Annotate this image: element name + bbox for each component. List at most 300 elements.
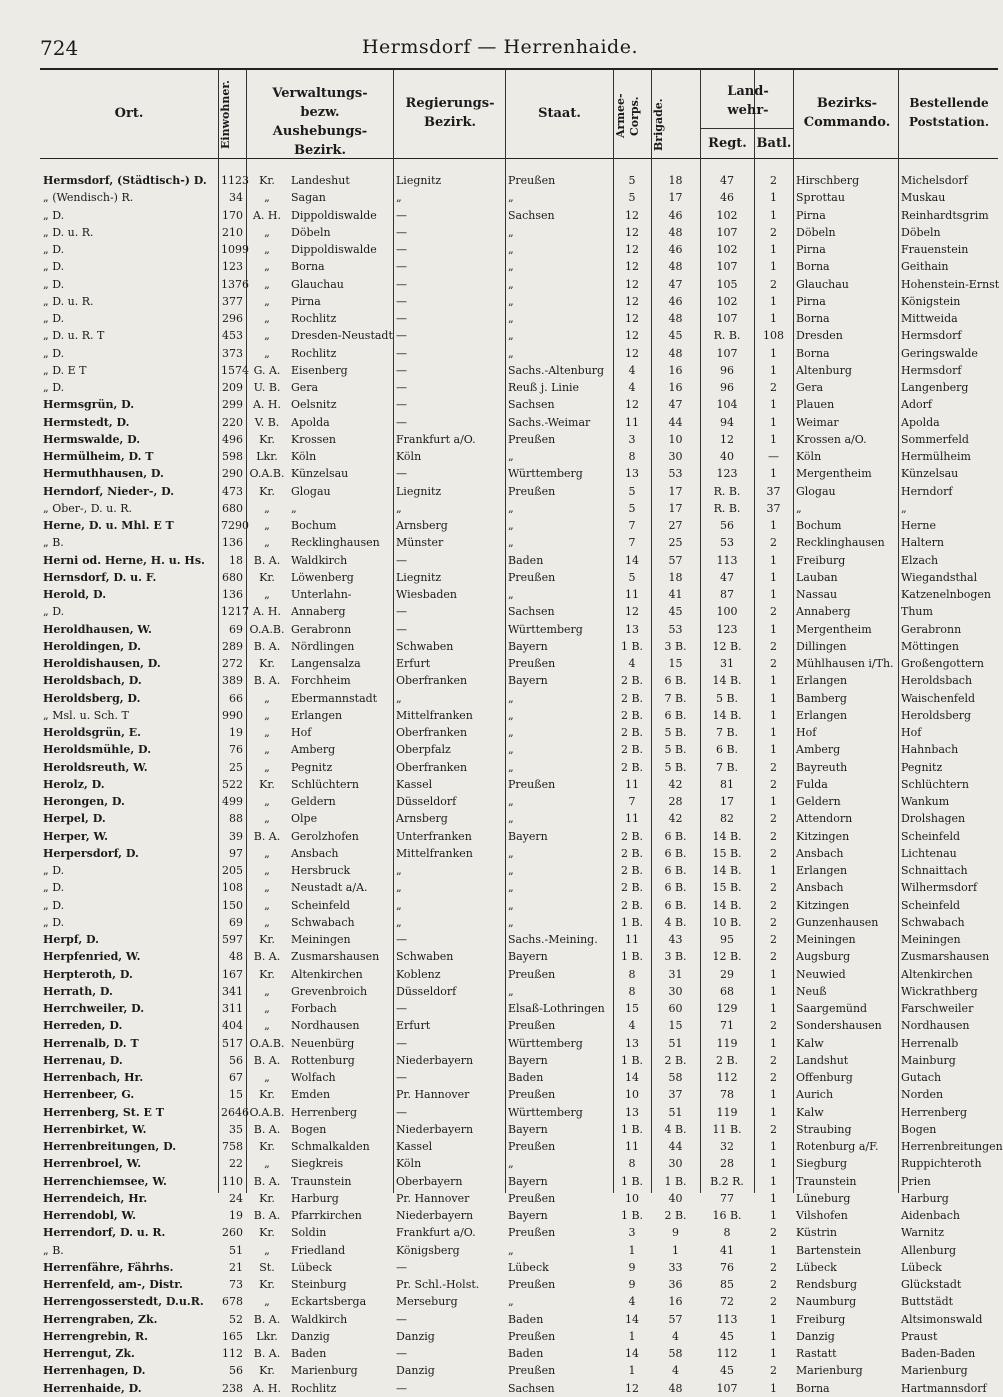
cell-poststation: Schnaittach (901, 864, 968, 878)
cell-bezirks-commando: Nassau (796, 588, 838, 602)
cell-verwaltung-kind: Lkr. (256, 1329, 278, 1343)
cell-regierung: Niederbayern (396, 1053, 474, 1067)
table-row (40, 690, 998, 707)
landwehr-subrule (700, 128, 793, 129)
cell-brigade: 28 (668, 795, 683, 809)
table-row (40, 948, 998, 965)
table-row (40, 603, 998, 620)
cell-regierung: — (396, 294, 407, 308)
cell-regierung: — (396, 398, 407, 412)
cell-armee-corps: 12 (625, 277, 639, 291)
cell-batl: 1 (770, 1157, 777, 1171)
cell-ort: Herrenau, D. (43, 1053, 123, 1067)
cell-brigade: 48 (668, 312, 683, 326)
cell-poststation: Norden (901, 1088, 944, 1102)
cell-bezirks-commando: Pirna (796, 294, 826, 308)
cell-batl: 1 (770, 1036, 777, 1050)
cell-regt: 102 (716, 294, 738, 308)
cell-einwohner: 990 (222, 708, 243, 722)
cell-verwaltung-kind: „ (264, 312, 270, 326)
cell-ort: Herrenchiemsee, W. (43, 1174, 167, 1188)
cell-poststation: Nordhausen (901, 1019, 970, 1033)
cell-verwaltung-bezirk: Krossen (291, 432, 336, 446)
cell-regt: 8 (723, 1226, 731, 1240)
cell-bezirks-commando: Döbeln (796, 225, 836, 239)
cell-regt: 28 (720, 1157, 734, 1171)
table-row (40, 1345, 998, 1362)
table-row (40, 1207, 998, 1224)
cell-staat: „ (508, 984, 514, 998)
cell-bezirks-commando: Landshut (796, 1053, 849, 1067)
cell-einwohner: 34 (229, 191, 243, 205)
cell-ort: Herrendobl, W. (43, 1209, 137, 1223)
cell-staat: „ (508, 1243, 514, 1257)
cell-regt: 85 (720, 1278, 734, 1292)
cell-ort: Heroldsberg, D. (43, 691, 141, 705)
cell-regt: 71 (720, 1019, 734, 1033)
cell-regt: 14 B. (712, 864, 742, 878)
cell-regierung: Niederbayern (396, 1122, 474, 1136)
cell-armee-corps: 11 (625, 588, 639, 602)
cell-verwaltung-bezirk: Apolda (291, 415, 330, 429)
cell-einwohner: 35 (229, 1122, 243, 1136)
cell-staat: Bayern (508, 1174, 548, 1188)
cell-brigade: 58 (668, 1347, 683, 1361)
cell-batl: 2 (770, 1122, 777, 1136)
cell-staat: „ (508, 225, 514, 239)
cell-ort: Herrenalb, D. T (43, 1036, 139, 1050)
cell-einwohner: 377 (222, 294, 243, 308)
cell-staat: „ (508, 915, 514, 929)
cell-verwaltung-kind: St. (259, 1260, 275, 1274)
cell-staat: Lübeck (508, 1260, 549, 1274)
cell-regt: 95 (720, 933, 734, 947)
cell-regt: 68 (720, 984, 734, 998)
cell-poststation: Altsimonswald (901, 1312, 983, 1326)
cell-einwohner: 680 (222, 501, 243, 515)
table-row (40, 1259, 998, 1276)
cell-regierung: Schwaben (396, 950, 454, 964)
cell-armee-corps: 15 (625, 1002, 639, 1016)
cell-batl: 1 (770, 191, 777, 205)
cell-bezirks-commando: Ansbach (796, 846, 844, 860)
cell-verwaltung-bezirk: Waldkirch (291, 1312, 348, 1326)
table-row (40, 1242, 998, 1259)
table-row (40, 1276, 998, 1293)
cell-staat: Preußen (508, 1140, 556, 1154)
cell-verwaltung-kind: B. A. (253, 1347, 281, 1361)
cell-poststation: Herrenbreitungen (901, 1140, 1003, 1154)
cell-staat: Baden (508, 1071, 544, 1085)
cell-staat: „ (508, 1295, 514, 1309)
table-row (40, 276, 998, 293)
cell-verwaltung-bezirk: Löwenberg (291, 570, 354, 584)
cell-brigade: 16 (668, 381, 683, 395)
cell-brigade: 48 (668, 1381, 683, 1395)
cell-bezirks-commando: Fulda (796, 777, 828, 791)
cell-brigade: 16 (668, 1295, 683, 1309)
cell-armee-corps: 1 B. (620, 950, 644, 964)
cell-regierung: — (396, 346, 407, 360)
cell-ort: „ B. (43, 536, 64, 550)
cell-staat: „ (508, 795, 514, 809)
cell-batl: 1 (770, 984, 777, 998)
cell-batl: 1 (770, 312, 777, 326)
cell-poststation: Möttingen (901, 639, 959, 653)
top-rule (40, 68, 998, 70)
cell-brigade: 37 (668, 1088, 683, 1102)
cell-einwohner: 522 (222, 777, 243, 791)
cell-staat: „ (508, 708, 514, 722)
cell-brigade: 25 (668, 536, 683, 550)
cell-verwaltung-kind: „ (264, 260, 270, 274)
cell-staat: „ (508, 519, 514, 533)
cell-einwohner: 296 (222, 312, 243, 326)
cell-verwaltung-bezirk: Gera (291, 381, 319, 395)
cell-staat: Baden (508, 553, 544, 567)
cell-regt: 81 (720, 777, 734, 791)
cell-bezirks-commando: Borna (796, 312, 830, 326)
cell-verwaltung-bezirk: Dippoldiswalde (291, 208, 377, 222)
cell-bezirks-commando: Erlangen (796, 674, 848, 688)
cell-poststation: Praust (901, 1329, 938, 1343)
cell-brigade: 4 (672, 1364, 679, 1378)
cell-staat: Elsaß-Lothringen (508, 1002, 605, 1016)
cell-ort: Hermuthhausen, D. (43, 467, 164, 481)
cell-armee-corps: 5 (628, 174, 636, 188)
cell-einwohner: 73 (229, 1278, 243, 1292)
cell-staat: Preußen (508, 1278, 556, 1292)
cell-bezirks-commando: Naumburg (796, 1295, 857, 1309)
cell-bezirks-commando: Glauchau (796, 277, 849, 291)
cell-batl: 1 (770, 1140, 777, 1154)
cell-verwaltung-kind: B. A. (253, 639, 281, 653)
cell-regierung: Königsberg (396, 1243, 460, 1257)
cell-verwaltung-kind: Kr. (259, 1364, 275, 1378)
cell-regierung: Mittelfranken (396, 846, 473, 860)
cell-regt: 56 (720, 519, 734, 533)
cell-bezirks-commando: Pirna (796, 243, 826, 257)
cell-ort: Herreden, D. (43, 1019, 123, 1033)
cell-ort: Herpersdorf, D. (43, 846, 139, 860)
cell-armee-corps: 5 (628, 191, 636, 205)
header-armee: Armee-Corps. (614, 93, 641, 139)
cell-verwaltung-kind: „ (264, 1295, 270, 1309)
cell-einwohner: 170 (222, 208, 243, 222)
cell-verwaltung-kind: „ (264, 743, 270, 757)
cell-verwaltung-bezirk: Gerolzhofen (291, 829, 359, 843)
cell-poststation: Bogen (901, 1122, 937, 1136)
cell-batl: 1 (770, 1347, 777, 1361)
cell-bezirks-commando: Danzig (796, 1329, 835, 1343)
cell-regierung: Danzig (396, 1329, 435, 1343)
cell-staat: Bayern (508, 1122, 548, 1136)
cell-regt: 102 (716, 208, 738, 222)
cell-batl: 2 (770, 1019, 777, 1033)
cell-poststation: Buttstädt (901, 1295, 954, 1309)
cell-regt: 87 (720, 588, 734, 602)
cell-regt: 17 (720, 795, 734, 809)
cell-verwaltung-kind: B. A. (253, 950, 281, 964)
cell-staat: „ (508, 260, 514, 274)
cell-batl: 1 (770, 1329, 777, 1343)
cell-batl: 1 (770, 553, 777, 567)
cell-poststation: Allenburg (901, 1243, 956, 1257)
cell-regt: 129 (716, 1002, 738, 1016)
cell-brigade: 51 (668, 1036, 683, 1050)
cell-regierung: Niederbayern (396, 1209, 474, 1223)
cell-armee-corps: 3 (628, 1226, 636, 1240)
cell-brigade: 4 B. (664, 915, 687, 929)
cell-ort: „ D. (43, 915, 65, 929)
cell-einwohner: 290 (222, 467, 243, 481)
cell-verwaltung-kind: „ (264, 812, 270, 826)
cell-einwohner: 517 (222, 1036, 243, 1050)
cell-staat: „ (508, 588, 514, 602)
table-row (40, 672, 998, 689)
cell-regt: 107 (716, 1381, 738, 1395)
cell-staat: Preußen (508, 1226, 556, 1240)
cell-verwaltung-bezirk: Rochlitz (291, 312, 337, 326)
cell-verwaltung-bezirk: Herrenberg (291, 1105, 358, 1119)
cell-ort: Herpf, D. (43, 933, 100, 947)
cell-ort: „ D. (43, 346, 65, 360)
cell-armee-corps: 8 (628, 984, 636, 998)
cell-verwaltung-bezirk: Ebermannstadt (291, 691, 378, 705)
cell-regierung: Erfurt (396, 657, 431, 671)
cell-einwohner: 272 (222, 657, 243, 671)
cell-verwaltung-bezirk: Lübeck (291, 1260, 332, 1274)
cell-brigade: 60 (668, 1002, 683, 1016)
cell-verwaltung-bezirk: Neuenbürg (291, 1036, 355, 1050)
cell-verwaltung-kind: „ (264, 1243, 270, 1257)
cell-verwaltung-bezirk: Landeshut (291, 174, 350, 188)
cell-regierung: Oberfranken (396, 674, 468, 688)
cell-batl: 2 (770, 846, 777, 860)
header-batl: Batl. (756, 136, 792, 151)
cell-regierung: — (396, 1105, 407, 1119)
table-row (40, 586, 998, 603)
cell-ort: „ D. u. R. (43, 294, 94, 308)
cell-brigade: 43 (668, 933, 683, 947)
cell-brigade: 17 (668, 484, 683, 498)
cell-poststation: Schlüchtern (901, 777, 969, 791)
table-row (40, 345, 998, 362)
cell-brigade: 30 (668, 1157, 683, 1171)
cell-ort: Herrenbeer, G. (43, 1088, 135, 1102)
cell-ort: Herni od. Herne, H. u. Hs. (43, 553, 205, 567)
table-row (40, 534, 998, 551)
cell-ort: Hermsgrün, D. (43, 398, 135, 412)
cell-verwaltung-bezirk: Olpe (291, 812, 318, 826)
cell-regierung: Liegnitz (396, 174, 442, 188)
cell-armee-corps: 12 (625, 208, 639, 222)
cell-verwaltung-kind: „ (264, 1002, 270, 1016)
cell-poststation: Hof (901, 726, 922, 740)
cell-ort: Herrenberg, St. E T (43, 1105, 164, 1119)
cell-poststation: Drolshagen (901, 812, 966, 826)
cell-batl: 1 (770, 208, 777, 222)
cell-regt: 15 B. (712, 881, 742, 895)
cell-batl: 2 (770, 381, 777, 395)
cell-regierung: — (396, 1347, 407, 1361)
cell-ort: Heroldsreuth, W. (43, 760, 148, 774)
cell-poststation: Reinhardtsgrim (901, 208, 989, 222)
table-row (40, 1000, 998, 1017)
cell-batl: 1 (770, 967, 777, 981)
cell-regierung: — (396, 381, 407, 395)
table-row (40, 638, 998, 655)
cell-verwaltung-kind: A. H. (252, 208, 282, 222)
cell-batl: 2 (770, 777, 777, 791)
table-row (40, 465, 998, 482)
cell-einwohner: 220 (222, 415, 243, 429)
cell-armee-corps: 14 (625, 553, 639, 567)
cell-staat: Sachs.-Altenburg (508, 363, 605, 377)
table-row (40, 1121, 998, 1138)
cell-verwaltung-kind: „ (264, 588, 270, 602)
cell-einwohner: 110 (222, 1174, 243, 1188)
cell-verwaltung-kind: „ (264, 225, 270, 239)
cell-regt: 14 B. (712, 829, 742, 843)
cell-batl: 1 (770, 570, 777, 584)
cell-bezirks-commando: Altenburg (796, 363, 852, 377)
table-row (40, 983, 998, 1000)
cell-verwaltung-bezirk: Nördlingen (291, 639, 355, 653)
table-row (40, 1104, 998, 1121)
cell-batl: 1 (770, 795, 777, 809)
cell-brigade: 30 (668, 450, 683, 464)
cell-regt: 96 (720, 381, 734, 395)
cell-poststation: Wiegandsthal (901, 570, 978, 584)
cell-ort: „ (Wendisch-) R. (43, 191, 134, 205)
cell-verwaltung-bezirk: Eisenberg (291, 363, 348, 377)
cell-staat: Württemberg (508, 622, 583, 636)
cell-regt: 2 B. (715, 1053, 739, 1067)
cell-regierung: Liegnitz (396, 570, 442, 584)
cell-einwohner: 24 (229, 1191, 243, 1205)
cell-regt: 77 (720, 1191, 734, 1205)
table-row (40, 1328, 998, 1345)
cell-regierung: „ (396, 881, 402, 895)
cell-einwohner: 108 (222, 881, 243, 895)
cell-armee-corps: 13 (625, 467, 639, 481)
cell-regt: R. B. (713, 501, 741, 515)
table-row (40, 258, 998, 275)
cell-poststation: Zusmarshausen (901, 950, 990, 964)
cell-staat: „ (508, 691, 514, 705)
table-row (40, 172, 998, 189)
cell-verwaltung-kind: V. B. (254, 415, 280, 429)
cell-einwohner: 136 (222, 536, 243, 550)
cell-batl: 1 (770, 588, 777, 602)
cell-ort: Herold, D. (43, 588, 107, 602)
cell-brigade: 5 B. (664, 726, 687, 740)
cell-einwohner: 1217 (221, 605, 249, 619)
cell-bezirks-commando: Bochum (796, 519, 842, 533)
cell-regierung: „ (396, 898, 402, 912)
cell-batl: 2 (770, 1260, 777, 1274)
cell-batl: 1 (770, 674, 777, 688)
cell-einwohner: 2646 (221, 1105, 249, 1119)
cell-poststation: Herrenberg (901, 1105, 968, 1119)
cell-regt: 12 B. (712, 950, 742, 964)
cell-brigade: 1 B. (664, 1174, 687, 1188)
cell-verwaltung-bezirk: Forchheim (291, 674, 351, 688)
cell-regierung: — (396, 467, 407, 481)
cell-ort: Herrenbreitungen, D. (43, 1140, 177, 1154)
cell-armee-corps: 14 (625, 1071, 639, 1085)
cell-armee-corps: 1 B. (620, 1174, 644, 1188)
cell-armee-corps: 7 (628, 536, 636, 550)
cell-ort: „ Ober-, D. u. R. (43, 501, 133, 515)
cell-bezirks-commando: Rotenburg a/F. (796, 1140, 879, 1154)
cell-einwohner: 66 (229, 691, 243, 705)
cell-ort: Herrath, D. (43, 984, 113, 998)
cell-bezirks-commando: Ansbach (796, 881, 844, 895)
cell-bezirks-commando: Vilshofen (796, 1209, 848, 1223)
table-row (40, 207, 998, 224)
cell-poststation: Gutach (901, 1071, 942, 1085)
cell-verwaltung-kind: „ (264, 846, 270, 860)
table-row (40, 862, 998, 879)
cell-poststation: Hermülheim (901, 450, 971, 464)
cell-brigade: 4 (672, 1329, 679, 1343)
cell-verwaltung-kind: Kr. (259, 1226, 275, 1240)
cell-einwohner: 496 (222, 432, 243, 446)
cell-verwaltung-bezirk: Traunstein (291, 1174, 352, 1188)
cell-bezirks-commando: Lübeck (796, 1260, 837, 1274)
cell-regt: 102 (716, 243, 738, 257)
cell-staat: Preußen (508, 484, 556, 498)
cell-einwohner: 150 (222, 898, 243, 912)
cell-bezirks-commando: Weimar (796, 415, 839, 429)
cell-verwaltung-kind: „ (264, 691, 270, 705)
cell-bezirks-commando: Pirna (796, 208, 826, 222)
cell-verwaltung-kind: „ (264, 708, 270, 722)
cell-poststation: Mittweida (901, 312, 958, 326)
cell-bezirks-commando: Gunzenhausen (796, 915, 879, 929)
table-row (40, 707, 998, 724)
cell-einwohner: 299 (222, 398, 243, 412)
cell-verwaltung-bezirk: Grevenbroich (291, 984, 368, 998)
cell-ort: Herrengrebin, R. (43, 1329, 148, 1343)
cell-batl: 1 (770, 864, 777, 878)
cell-verwaltung-kind: B. A. (253, 674, 281, 688)
table-row (40, 845, 998, 862)
cell-poststation: Baden-Baden (901, 1347, 976, 1361)
cell-ort: „ D. (43, 277, 65, 291)
cell-regt: 105 (716, 277, 738, 291)
cell-ort: Herne, D. u. Mhl. E T (43, 519, 174, 533)
cell-armee-corps: 5 (628, 570, 636, 584)
cell-poststation: Haltern (901, 536, 944, 550)
cell-armee-corps: 12 (625, 346, 639, 360)
cell-einwohner: 69 (229, 915, 243, 929)
cell-regt: 94 (720, 415, 734, 429)
cell-ort: Herrenbroel, W. (43, 1157, 142, 1171)
header-post: Bestellende Poststation. (908, 96, 990, 129)
cell-verwaltung-bezirk: Harburg (291, 1191, 339, 1205)
cell-verwaltung-bezirk: Sagan (291, 191, 326, 205)
table-row (40, 431, 998, 448)
cell-batl: 2 (770, 1071, 777, 1085)
cell-brigade: 45 (668, 605, 683, 619)
cell-brigade: 7 B. (664, 691, 687, 705)
cell-regt: 10 B. (712, 915, 742, 929)
cell-regierung: Pr. Hannover (396, 1191, 470, 1205)
cell-batl: 1 (770, 243, 777, 257)
